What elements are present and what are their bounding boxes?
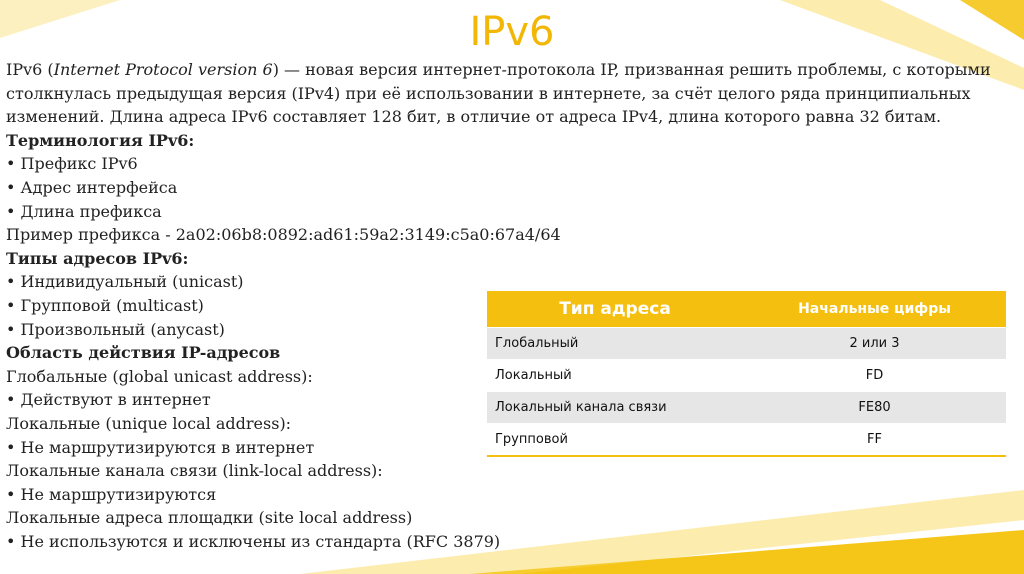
heading-terminology: Терминология IPv6:	[6, 130, 195, 150]
bullet-multicast: • Групповой (multicast)	[6, 295, 204, 315]
header-start-digits: Начальные цифры	[743, 291, 1006, 328]
address-types-table-wrap	[487, 291, 1006, 457]
cell-type: Локальный	[487, 360, 743, 392]
address-types-table	[487, 291, 1006, 455]
site-local-label: Локальные адреса площадки (site local address)	[6, 508, 413, 528]
cell-type: Глобальный	[487, 328, 743, 360]
heading-address-types: Типы адресов IPv6:	[6, 248, 189, 268]
header-address-type: Тип адреса	[487, 291, 743, 328]
heading-scope: Область действия IP-адресов	[6, 343, 281, 363]
bullet-prefix-length: • Длина префикса	[6, 201, 162, 221]
cell-digits: FE80	[743, 392, 1006, 424]
table-row	[487, 392, 1006, 424]
intro-lead: IPv6 (	[6, 60, 54, 79]
bullet-unique-local: • Не маршрутизируются в интернет	[6, 437, 315, 457]
intro-paragraph	[6, 58, 1006, 129]
bullet-prefix: • Префикс IPv6	[6, 154, 138, 174]
cell-digits: 2 или 3	[743, 328, 1006, 360]
table-row	[487, 424, 1006, 456]
slide-title: IPv6	[469, 9, 555, 55]
prefix-example: Пример префикса - 2a02:06b8:0892:ad61:59a2:3149:c5a0:67a4/64	[6, 225, 561, 245]
table-bottom-border	[487, 455, 1006, 457]
link-local-label: Локальные канала связи (link-local address):	[6, 461, 383, 481]
intro-lead-italic: Internet Protocol version 6	[53, 60, 273, 79]
bullet-global: • Действуют в интернет	[6, 390, 211, 410]
global-label: Глобальные (global unicast address):	[6, 366, 313, 386]
bullet-anycast: • Произвольный (anycast)	[6, 319, 225, 339]
intro-text: ) — новая версия интернет-протокола IP, призванная решить проблемы, с которыми столкнулась предыдущая версия (IPv4) при её использовании в интернете, за счёт целого ряда принципиальных изменений. Длина адреса IPv6 составляет 128 бит, в отличие от адреса IPv4, длина которого равна 32 битам.	[6, 60, 991, 127]
cell-type: Локальный канала связи	[487, 392, 743, 424]
bullet-site-local: • Не используются и исключены из стандарта (RFC 3879)	[6, 531, 501, 551]
cell-digits: FF	[743, 424, 1006, 456]
bullet-unicast: • Индивидуальный (unicast)	[6, 272, 244, 292]
unique-local-label: Локальные (unique local address):	[6, 413, 292, 433]
cell-type: Групповой	[487, 424, 743, 456]
table-header-row	[487, 291, 1006, 328]
cell-digits: FD	[743, 360, 1006, 392]
bullet-link-local: • Не маршрутизируются	[6, 484, 217, 504]
bullet-interface-address: • Адрес интерфейса	[6, 177, 178, 197]
table-row	[487, 360, 1006, 392]
table-row	[487, 328, 1006, 360]
